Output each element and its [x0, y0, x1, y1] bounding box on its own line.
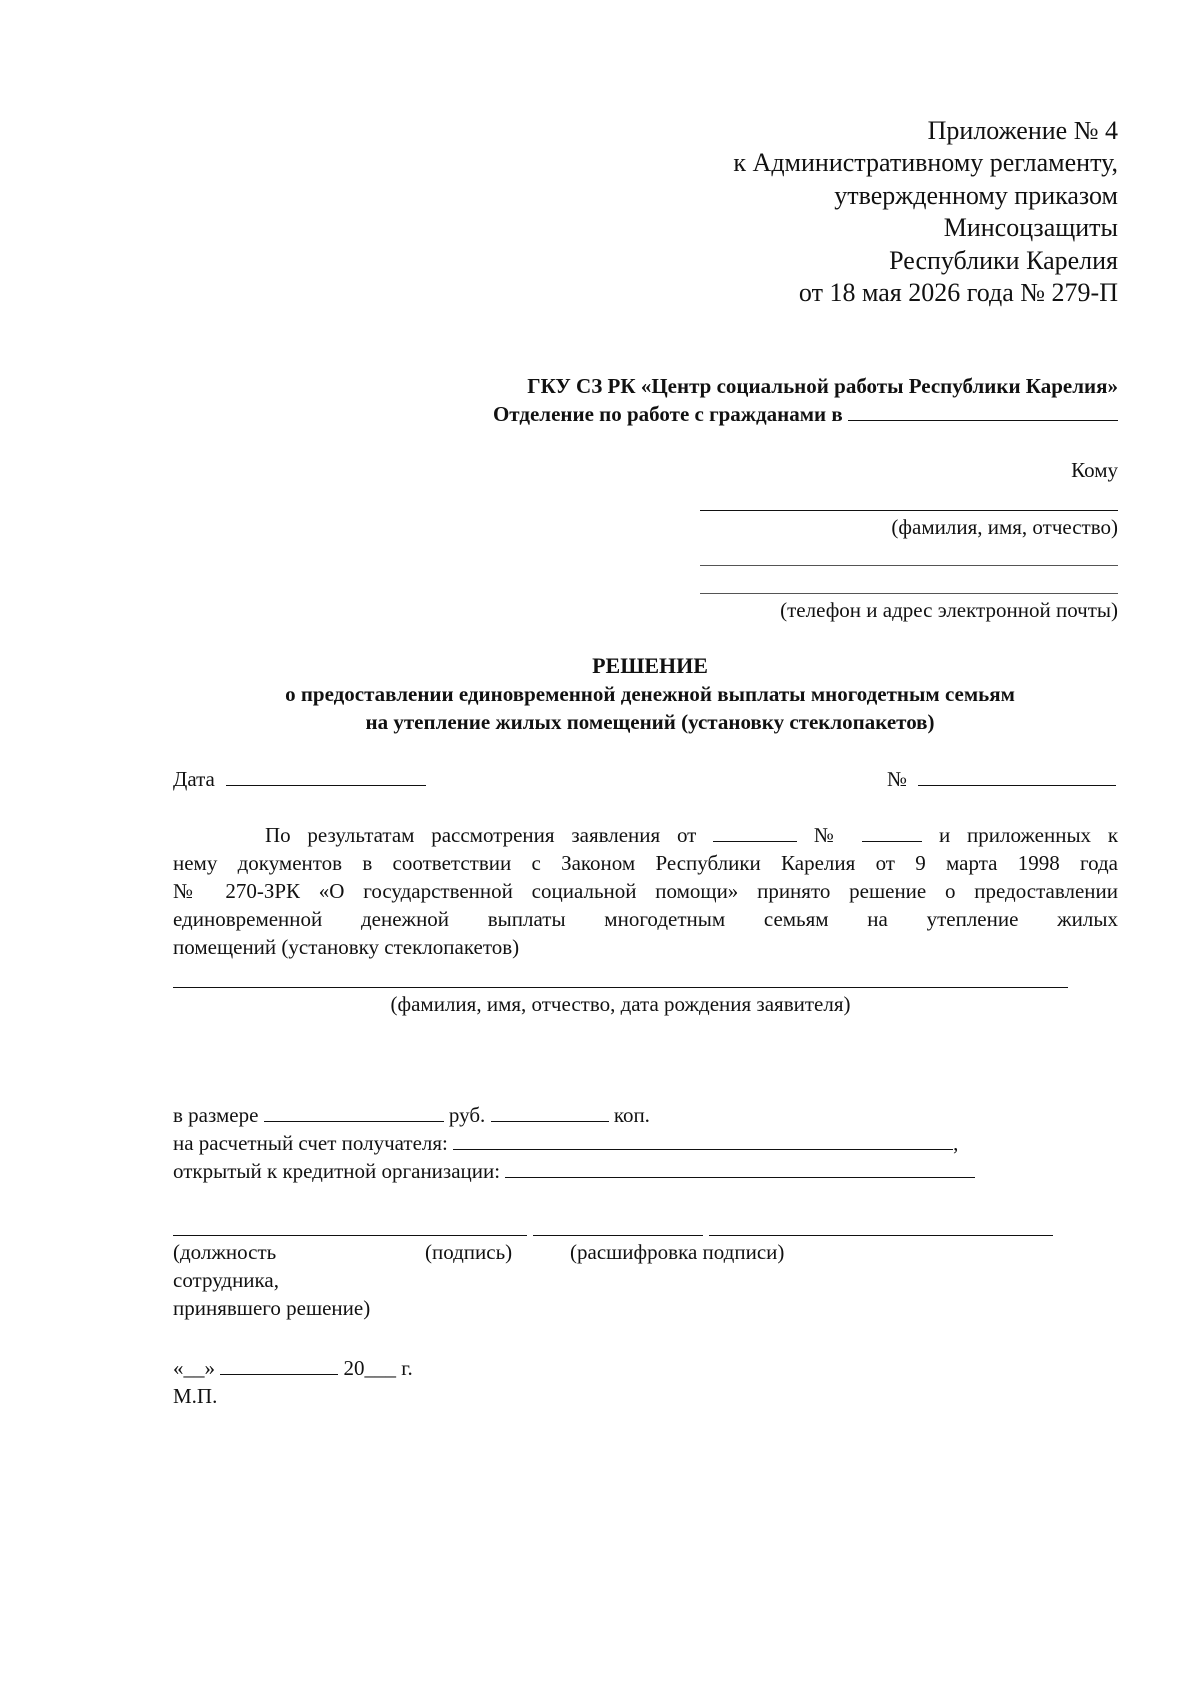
body-line-5: помещений (установку стеклопакетов) [173, 935, 520, 959]
amount-rub-blank[interactable] [264, 1121, 444, 1122]
kop-label: коп. [613, 1103, 650, 1127]
body-line-2: нему документов в соответствии с Законом Республики Карелия от 9 марта 1998 года [173, 851, 1118, 875]
footer-month-blank[interactable] [220, 1374, 338, 1375]
footer-year: 20___ [343, 1356, 396, 1380]
signature-caption: (подпись) [425, 1240, 513, 1264]
date-blank[interactable] [226, 785, 426, 786]
appendix-line: от 18 мая 2026 года № 279-П [798, 278, 1118, 308]
number-label: № [887, 767, 908, 791]
body-line-3: № 270-ЗРК «О государственной социальной помощи» принято решение о предоставлении [173, 879, 1118, 903]
body-text: № [813, 823, 846, 847]
account-comma: , [953, 1131, 959, 1155]
recipient-contact-caption: (телефон и адрес электронной почты) [780, 598, 1118, 622]
department-label: Отделение по работе с гражданами в [492, 402, 843, 426]
document-heading: РЕШЕНИЕ [592, 653, 708, 678]
bank-label: открытый к кредитной организации: [173, 1159, 501, 1183]
date-label: Дата [173, 767, 215, 791]
position-caption-line: (должность [173, 1240, 277, 1264]
number-field [887, 765, 1116, 793]
decoding-caption: (расшифровка подписи) [570, 1240, 785, 1264]
amount-kop-blank[interactable] [491, 1121, 609, 1122]
bank-blank[interactable] [505, 1177, 975, 1178]
appendix-line: к Административному регламенту, [733, 148, 1118, 178]
organization-block [493, 372, 1118, 428]
application-date-blank[interactable] [713, 841, 797, 842]
number-blank[interactable] [918, 785, 1116, 786]
body-paragraph [173, 821, 1118, 961]
applicant-blank[interactable] [173, 987, 1068, 988]
amount-line [173, 1101, 650, 1129]
footer-day: «__» [173, 1356, 215, 1380]
appendix-line: Минсоцзащиты [943, 213, 1118, 243]
recipient-extra-blank[interactable] [700, 565, 1118, 566]
appendix-line: Приложение № 4 [927, 116, 1118, 145]
date-field [173, 765, 426, 793]
account-label: на расчетный счет получателя: [173, 1131, 448, 1155]
account-blank[interactable] [453, 1149, 953, 1150]
department-line [493, 400, 1118, 428]
signature-decoding-blank[interactable] [709, 1235, 1053, 1236]
recipient-name-blank[interactable] [700, 510, 1118, 511]
position-caption [173, 1238, 370, 1322]
recipient-contact-blank[interactable] [700, 593, 1118, 594]
appendix-line: Республики Карелия [889, 245, 1118, 275]
body-line-1 [173, 821, 1118, 849]
document-subtitle-line1: о предоставлении единовременной денежной выплаты многодетным семьям [285, 682, 1015, 706]
position-caption-line: сотрудника, [173, 1268, 279, 1292]
department-blank[interactable] [848, 420, 1118, 421]
appendix-line: утвержденному приказом [834, 180, 1118, 210]
signature-blank[interactable] [533, 1235, 703, 1236]
bank-line [173, 1157, 975, 1185]
organization-name: ГКУ СЗ РК «Центр социальной работы Республики Карелия» [527, 374, 1118, 398]
applicant-caption: (фамилия, имя, отчество, дата рождения заявителя) [390, 992, 851, 1016]
position-caption-line: принявшего решение) [173, 1296, 371, 1320]
body-text: и приложенных к [938, 823, 1119, 847]
body-text: По результатам рассмотрения заявления от [265, 823, 697, 847]
rub-label: руб. [448, 1103, 486, 1127]
footer-year-suffix: г. [401, 1356, 413, 1380]
account-line [173, 1129, 958, 1157]
position-signature-blank[interactable] [173, 1235, 527, 1236]
application-number-blank[interactable] [862, 841, 922, 842]
footer-date-line [173, 1354, 413, 1382]
document-subtitle-line2: на утепление жилых помещений (установку стеклопакетов) [365, 710, 935, 734]
appendix-header [733, 115, 1118, 309]
body-line-4: единовременной денежной выплаты многодетным семьям на утепление жилых [173, 907, 1118, 931]
seal-label: М.П. [173, 1384, 218, 1408]
recipient-name-caption: (фамилия, имя, отчество) [891, 515, 1118, 539]
amount-label: в размере [173, 1103, 259, 1127]
to-label: Кому [1071, 458, 1118, 482]
